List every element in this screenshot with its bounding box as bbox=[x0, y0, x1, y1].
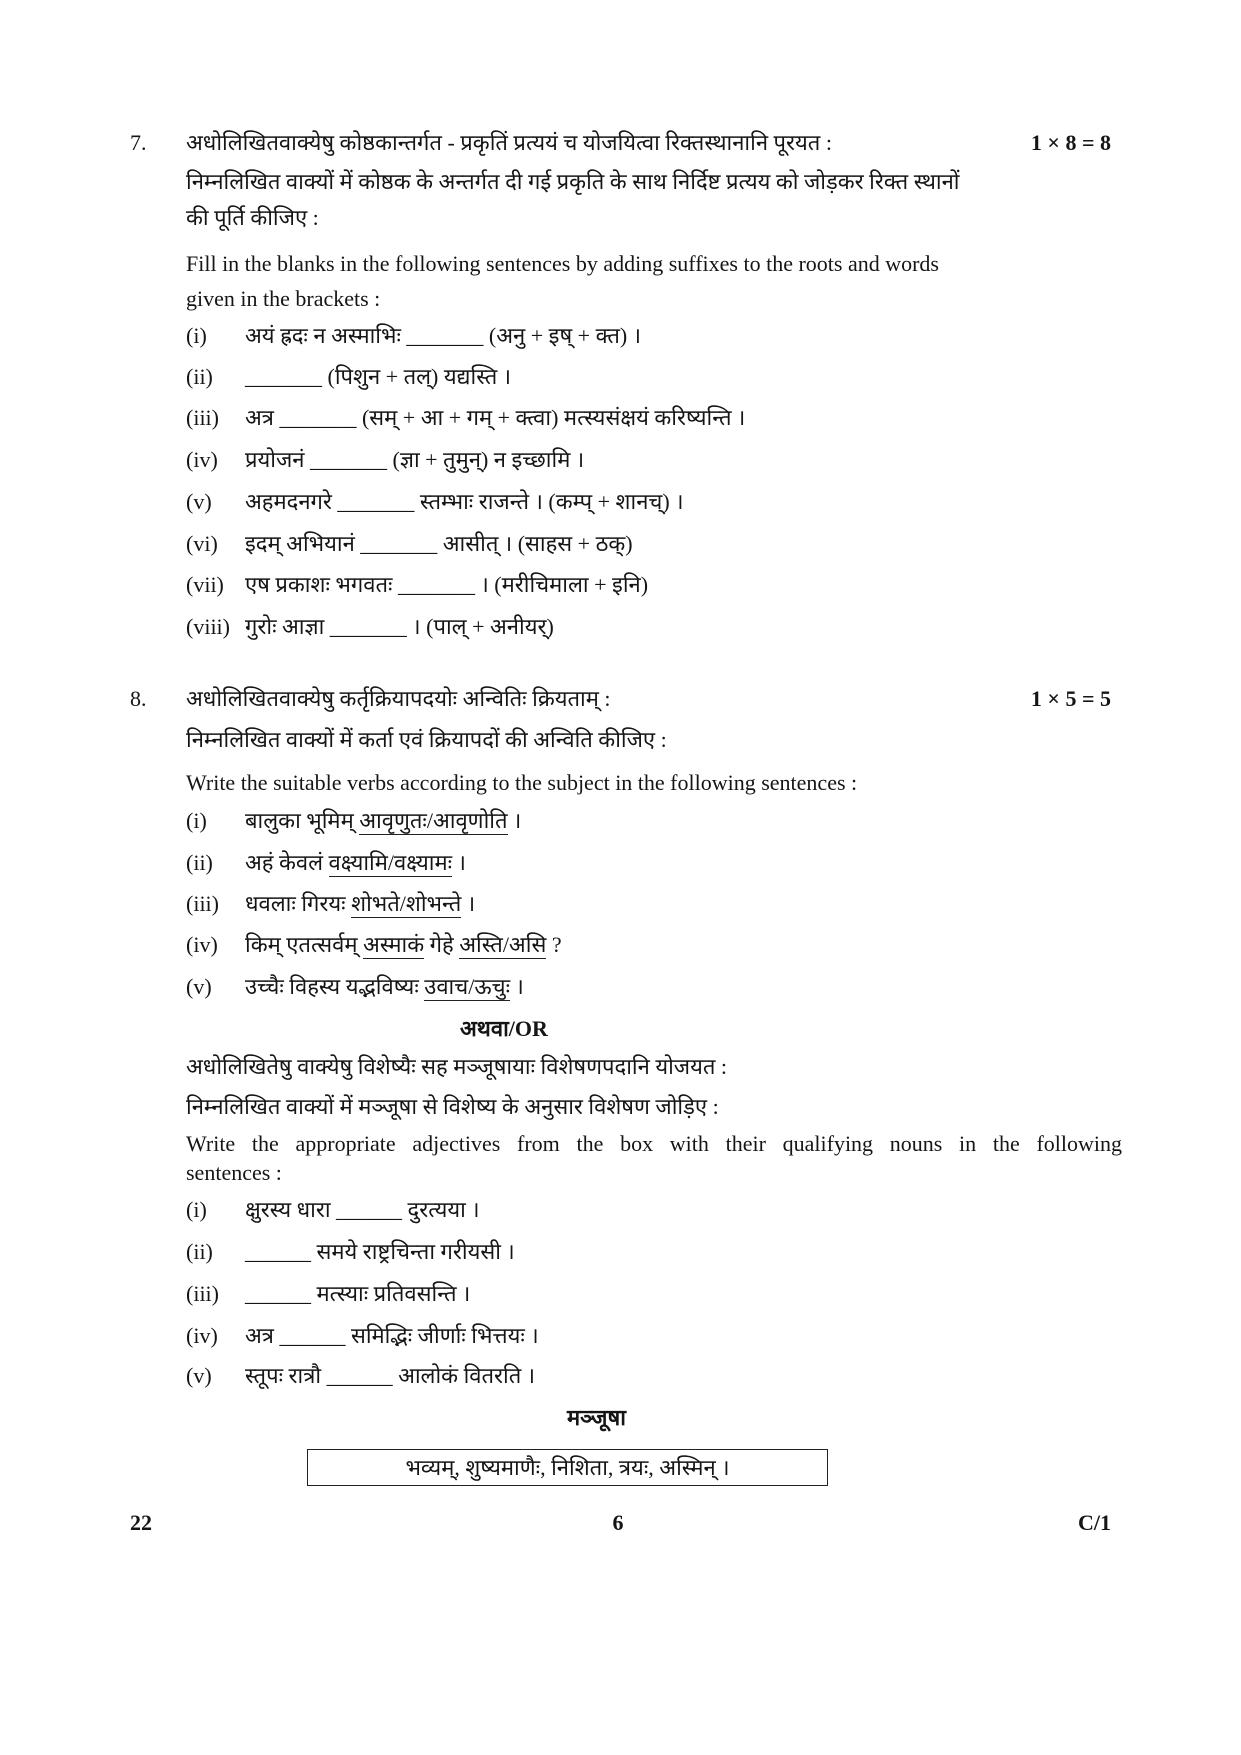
q7-item-label: (iv) bbox=[186, 447, 218, 472]
q8-alt-item-text: ______ समये राष्ट्रचिन्ता गरीयसी । bbox=[245, 1239, 515, 1264]
q7-instruction-english-line: given in the brackets : bbox=[186, 286, 381, 311]
q8-item-text: । bbox=[510, 974, 524, 999]
q8-alt-item-text: स्तूपः रात्रौ ______ आलोकं वितरति । bbox=[245, 1363, 536, 1388]
q8-item-options: वक्ष्यामि/वक्ष्यामः bbox=[328, 850, 453, 875]
q8-number: 8. bbox=[130, 686, 147, 711]
q7-item-label: (vi) bbox=[186, 531, 218, 556]
q7-item-text: प्रयोजनं _______ (ज्ञा + तुमुन्) न इच्छामि । bbox=[245, 447, 585, 472]
q8-instruction-english: Write the suitable verbs according to the subject in the following sentences : bbox=[186, 770, 858, 795]
footer-code-left: 22 bbox=[130, 1510, 152, 1535]
q7-instruction-hindi-line: निम्नलिखित वाक्यों में कोष्ठक के अन्तर्गत दी गई प्रकृति के साथ निर्दिष्ट प्रत्यय को जोड़कर रिक्त स्थानों bbox=[186, 169, 960, 194]
q7-instruction-hindi-line: की पूर्ति कीजिए : bbox=[186, 205, 319, 230]
q7-marks: 1 × 8 = 8 bbox=[1030, 130, 1111, 155]
q8-item bbox=[245, 889, 475, 919]
footer-code-right: C/1 bbox=[1078, 1510, 1111, 1535]
q8-instruction-hindi: निम्नलिखित वाक्यों में कर्ता एवं क्रियापदों की अन्विति कीजिए : bbox=[186, 727, 667, 752]
q8-item-label: (iv) bbox=[186, 932, 218, 957]
q8-item bbox=[245, 806, 521, 836]
q7-item-label: (i) bbox=[186, 323, 207, 348]
q8-item-label: (ii) bbox=[186, 850, 213, 875]
or-heading: अथवा/OR bbox=[460, 1016, 548, 1041]
q8-marks: 1 × 5 = 5 bbox=[1030, 686, 1111, 711]
q8-alt-instruction-sanskrit: अधोलिखितेषु वाक्येषु विशेष्यैः सह मञ्जूषायाः विशेषणपदानि योजयत : bbox=[186, 1054, 728, 1079]
q7-item-label: (v) bbox=[186, 489, 212, 514]
q8-item-text: । bbox=[461, 891, 476, 916]
q8-item-text: बालुका भूमिम् bbox=[245, 808, 360, 833]
q8-item bbox=[245, 930, 562, 960]
q8-alt-item-label: (iv) bbox=[186, 1323, 218, 1348]
word-box-title: मञ्जूषा bbox=[567, 1405, 626, 1430]
q7-number: 7. bbox=[130, 130, 147, 155]
q8-alt-instruction-english-line: Write the appropriate adjectives from the box with their qualifying nouns in the following bbox=[186, 1131, 1122, 1156]
q8-alt-item-text: क्षुरस्य धारा ______ दुरत्यया । bbox=[245, 1197, 480, 1222]
q7-item-text: अहमदनगरे _______ स्तम्भाः राजन्ते । (कम्प् + शानच्) । bbox=[245, 489, 684, 514]
q8-item-text: उच्चैः विहस्य यद्भविष्यः bbox=[245, 974, 425, 999]
q8-item-options: उवाच/ऊचुः bbox=[424, 974, 511, 999]
q8-item bbox=[245, 972, 524, 1002]
q8-item-text: गेहे bbox=[424, 932, 460, 957]
word-box: भव्यम्, शुष्यमाणैः, निशिता, त्रयः, अस्मिन् । bbox=[307, 1449, 828, 1486]
q8-item-label: (iii) bbox=[186, 891, 219, 916]
q7-item-text: _______ (पिशुन + तल्) यद्यस्ति । bbox=[245, 364, 512, 389]
q8-item-text: किम् एतत्सर्वम् bbox=[245, 932, 364, 957]
q8-item-text: । bbox=[507, 808, 522, 833]
q8-item-options: अस्ति/असि bbox=[459, 932, 547, 957]
q7-item-text: गुरोः आज्ञा _______ । (पाल् + अनीयर्) bbox=[245, 614, 554, 639]
q7-item-text: एष प्रकाशः भगवतः _______ । (मरीचिमाला + इनि) bbox=[245, 572, 649, 597]
q8-alt-item-label: (v) bbox=[186, 1363, 212, 1388]
q8-item-options: आवृणुतः/आवृणोति bbox=[359, 808, 508, 833]
q7-item-text: इदम् अभियानं _______ आसीत् । (साहस + ठक्) bbox=[245, 531, 633, 556]
q7-item-text: अयं ह्रदः न अस्माभिः _______ (अनु + इष् + क्त) । bbox=[245, 323, 642, 348]
q8-alt-item-text: ______ मत्स्याः प्रतिवसन्ति । bbox=[245, 1281, 471, 1306]
q8-alt-instruction-english-line: sentences : bbox=[186, 1160, 282, 1185]
q8-item-text: । bbox=[452, 850, 466, 875]
q8-item-label: (v) bbox=[186, 974, 212, 999]
q7-item-text: अत्र _______ (सम् + आ + गम् + क्त्वा) मत्स्यसंक्षयं करिष्यन्ति । bbox=[245, 405, 746, 430]
q7-item-label: (iii) bbox=[186, 405, 219, 430]
q8-item-subject: अस्माकं bbox=[363, 932, 425, 957]
q8-alt-item-label: (ii) bbox=[186, 1239, 213, 1264]
q7-instruction-english-line: Fill in the blanks in the following sentences by adding suffixes to the roots and words bbox=[186, 251, 939, 276]
q8-item-text: ? bbox=[546, 932, 562, 957]
q7-instruction-sanskrit: अधोलिखितवाक्येषु कोष्ठकान्तर्गत - प्रकृतिं प्रत्ययं च योजयित्वा रिक्तस्थानानि पूरयत : bbox=[186, 130, 832, 155]
q8-alt-item-text: अत्र ______ समिद्भिः जीर्णाः भित्तयः । bbox=[245, 1323, 539, 1348]
q8-alt-item-label: (i) bbox=[186, 1197, 207, 1222]
q8-alt-instruction-hindi: निम्नलिखित वाक्यों में मञ्जूषा से विशेष्य के अनुसार विशेषण जोड़िए : bbox=[186, 1094, 719, 1119]
q7-item-label: (vii) bbox=[186, 572, 224, 597]
q8-item-text: अहं केवलं bbox=[245, 850, 329, 875]
q7-item-label: (viii) bbox=[186, 614, 230, 639]
q8-item-label: (i) bbox=[186, 808, 207, 833]
q8-item-text: धवलाः गिरयः bbox=[245, 891, 352, 916]
q8-item bbox=[245, 848, 466, 878]
q7-item-label: (ii) bbox=[186, 364, 213, 389]
q8-item-options: शोभते/शोभन्ते bbox=[351, 891, 462, 916]
page-number: 6 bbox=[612, 1510, 624, 1535]
q8-instruction-sanskrit: अधोलिखितवाक्येषु कर्तृक्रियापदयोः अन्वितिः क्रियताम् : bbox=[186, 686, 611, 711]
q8-alt-item-label: (iii) bbox=[186, 1281, 219, 1306]
